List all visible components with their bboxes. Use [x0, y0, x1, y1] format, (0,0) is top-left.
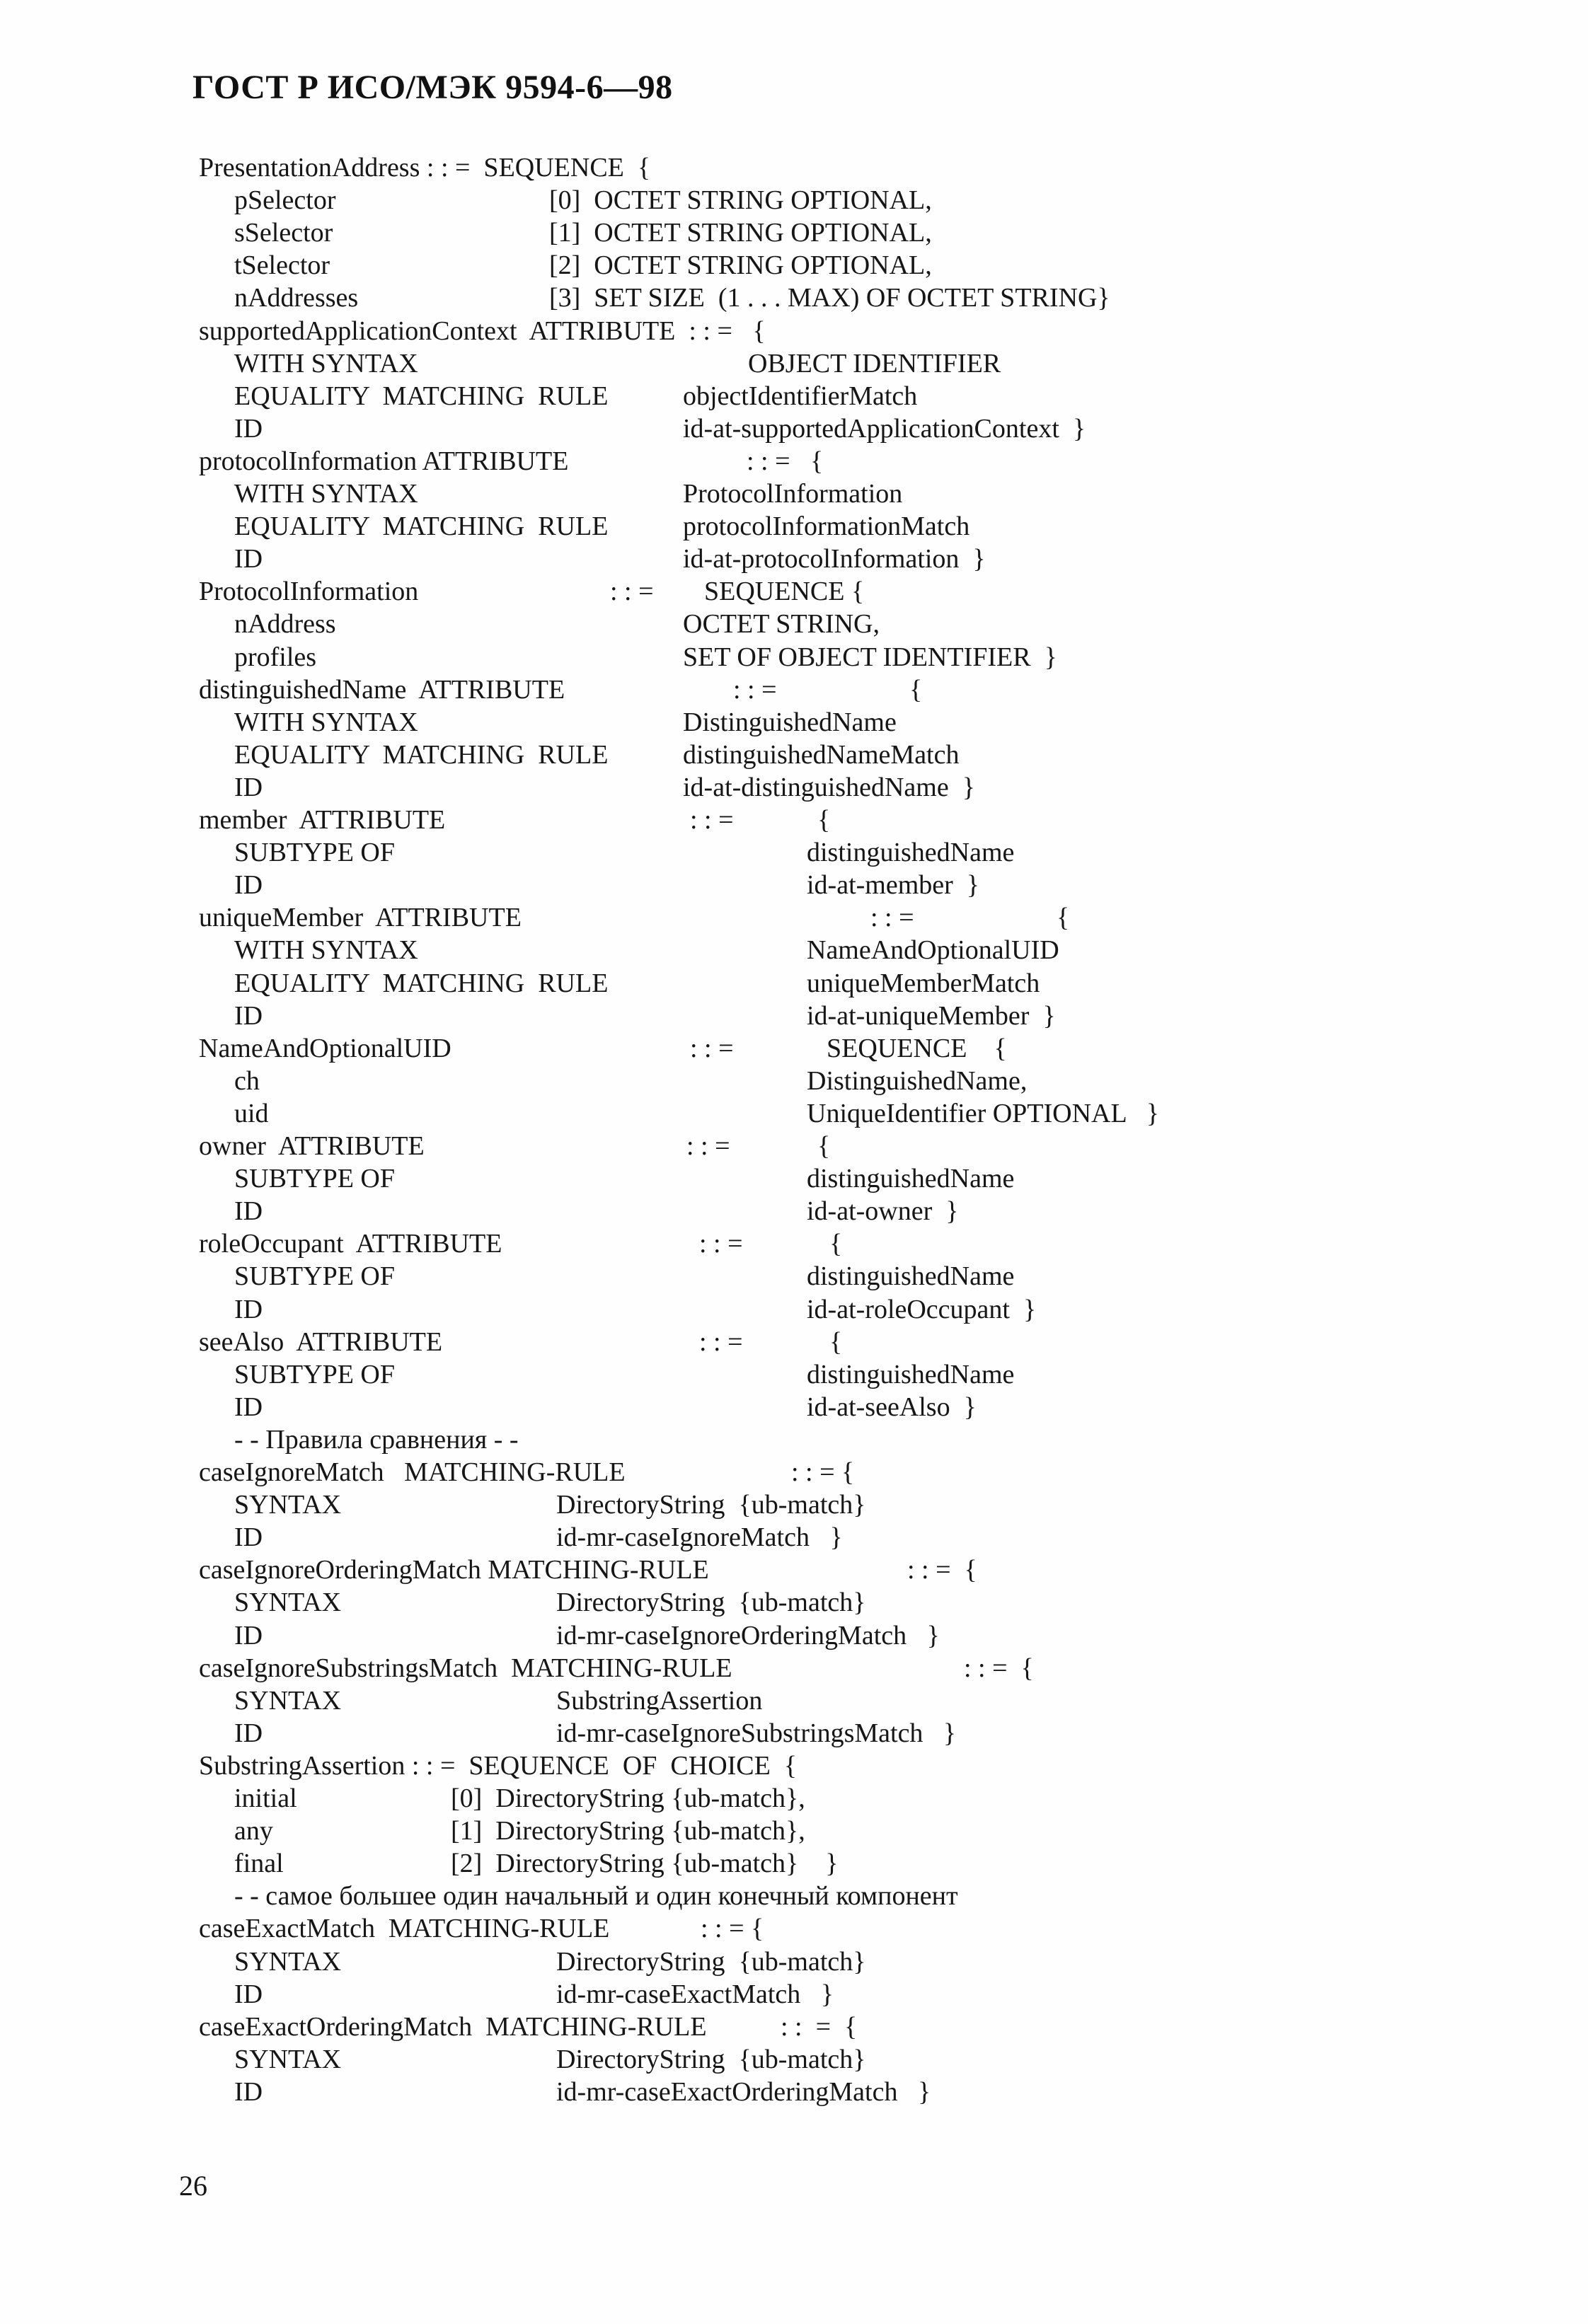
code-line-19-part-1: EQUALITY MATCHING RULE	[234, 739, 609, 770]
code-line-11-part-2: ProtocolInformation	[683, 479, 903, 509]
code-line-33-part-1: ID	[234, 1196, 263, 1227]
code-line-46-part-1: ID	[234, 1620, 263, 1650]
code-line-16-part-1: profiles	[234, 642, 317, 672]
code-line-4-part-1: tSelector	[234, 250, 330, 281]
code-line-55-part-1: caseExactMatch MATCHING-RULE	[199, 1914, 610, 1944]
code-line-3-part-2: [1] OCTET STRING OPTIONAL,	[549, 218, 932, 248]
code-line-31-part-2: : : =	[686, 1131, 730, 1161]
code-line-3-part-1: sSelector	[234, 218, 333, 248]
code-line-54-part-1: - - самое большее один начальный и один конечный компонент	[234, 1881, 958, 1912]
code-line-9-part-2: id-at-supportedApplicationContext }	[683, 413, 1086, 444]
code-line-41-part-1: caseIgnoreMatch MATCHING-RULE	[199, 1457, 626, 1487]
code-line-48-part-2: SubstringAssertion	[556, 1685, 763, 1716]
code-line-8-part-1: EQUALITY MATCHING RULE	[234, 381, 609, 411]
code-line-21-part-1: member ATTRIBUTE	[199, 805, 446, 835]
code-line-12-part-2: protocolInformationMatch	[683, 511, 970, 542]
code-line-2-part-2: [0] OCTET STRING OPTIONAL,	[549, 185, 932, 216]
code-line-6-part-1: supportedApplicationContext ATTRIBUTE : : = {	[199, 316, 766, 346]
code-line-23-part-2: id-at-member }	[807, 870, 980, 901]
code-line-58-part-2: : : = {	[781, 2011, 858, 2042]
code-line-32-part-2: distinguishedName	[807, 1164, 1015, 1194]
code-line-22-part-2: distinguishedName	[807, 838, 1015, 868]
code-line-13-part-2: id-at-protocolInformation }	[683, 544, 986, 574]
code-line-13-part-1: ID	[234, 544, 263, 574]
code-line-42-part-1: SYNTAX	[234, 1490, 342, 1520]
code-line-31-part-1: owner ATTRIBUTE	[199, 1131, 425, 1161]
code-line-32-part-1: SUBTYPE OF	[234, 1164, 395, 1194]
code-line-56-part-2: DirectoryString {ub-match}	[556, 1946, 866, 1977]
code-line-27-part-2: id-at-uniqueMember }	[807, 1000, 1056, 1031]
code-line-44-part-1: caseIgnoreOrderingMatch MATCHING-RULE	[199, 1555, 709, 1585]
code-line-22-part-1: SUBTYPE OF	[234, 838, 395, 868]
code-line-21-part-2: : : =	[690, 805, 734, 835]
code-line-14-part-1: ProtocolInformation	[199, 577, 419, 607]
code-line-5-part-2: [3] SET SIZE (1 . . . MAX) OF OCTET STRING}	[549, 283, 1110, 313]
code-line-35-part-1: SUBTYPE OF	[234, 1261, 395, 1292]
code-line-55-part-2: : : = {	[701, 1914, 764, 1944]
code-line-47-part-2: : : = {	[964, 1653, 1034, 1683]
code-line-53-part-2: [2] DirectoryString {ub-match} }	[451, 1849, 839, 1879]
code-line-52-part-2: [1] DirectoryString {ub-match},	[451, 1816, 805, 1846]
code-line-47-part-1: caseIgnoreSubstringsMatch MATCHING-RULE	[199, 1653, 732, 1683]
code-line-51-part-1: initial	[234, 1784, 297, 1813]
code-line-24-part-2: : : =	[870, 903, 914, 933]
code-line-25-part-1: WITH SYNTAX	[234, 935, 418, 966]
code-line-10-part-2: : : = {	[747, 446, 824, 476]
code-line-5-part-1: nAddresses	[234, 283, 359, 313]
code-line-38-part-2: distinguishedName	[807, 1359, 1015, 1389]
code-line-10-part-1: protocolInformation ATTRIBUTE	[199, 446, 569, 476]
code-line-8-part-2: objectIdentifierMatch	[683, 381, 918, 411]
code-line-53-part-1: final	[234, 1849, 284, 1879]
code-line-34-part-1: roleOccupant ATTRIBUTE	[199, 1229, 502, 1259]
code-line-17-part-1: distinguishedName ATTRIBUTE	[199, 674, 565, 705]
code-line-40-part-1: - - Правила сравнения - -	[234, 1424, 519, 1455]
code-line-24-part-1: uniqueMember ATTRIBUTE	[199, 903, 522, 933]
code-line-49-part-1: ID	[234, 1718, 263, 1748]
code-line-26-part-2: uniqueMemberMatch	[807, 968, 1040, 998]
code-line-43-part-2: id-mr-caseIgnoreMatch }	[556, 1522, 843, 1553]
page-number: 26	[179, 2170, 207, 2202]
code-line-28-part-3: SEQUENCE {	[827, 1033, 1007, 1063]
code-line-1-part-1: PresentationAddress : : = SEQUENCE {	[199, 153, 651, 183]
code-line-34-part-2: : : =	[699, 1229, 743, 1259]
code-line-21-part-3: {	[817, 805, 831, 835]
code-line-50-part-1: SubstringAssertion : : = SEQUENCE OF CHOICE {	[199, 1750, 798, 1781]
code-line-42-part-2: DirectoryString {ub-match}	[556, 1490, 866, 1520]
code-line-27-part-1: ID	[234, 1000, 263, 1031]
code-line-41-part-2: : : = {	[791, 1457, 855, 1487]
code-line-31-part-3: {	[817, 1131, 831, 1161]
code-line-18-part-2: DistinguishedName	[683, 707, 897, 737]
code-line-48-part-1: SYNTAX	[234, 1685, 342, 1716]
code-line-20-part-2: id-at-distinguishedName }	[683, 772, 975, 802]
code-line-18-part-1: WITH SYNTAX	[234, 707, 418, 737]
code-line-56-part-1: SYNTAX	[234, 1946, 342, 1977]
code-line-37-part-1: seeAlso ATTRIBUTE	[199, 1326, 443, 1357]
code-line-17-part-3: {	[909, 674, 923, 705]
code-line-15-part-2: OCTET STRING,	[683, 609, 880, 640]
code-line-29-part-2: DistinguishedName,	[807, 1065, 1028, 1096]
code-line-58-part-1: caseExactOrderingMatch MATCHING-RULE	[199, 2011, 707, 2042]
code-line-20-part-1: ID	[234, 772, 263, 802]
code-line-60-part-1: ID	[234, 2076, 263, 2107]
code-line-37-part-2: : : =	[699, 1326, 743, 1357]
code-line-57-part-2: id-mr-caseExactMatch }	[556, 1979, 834, 2009]
code-line-30-part-1: uid	[234, 1098, 269, 1128]
code-line-7-part-2: OBJECT IDENTIFIER	[748, 348, 1001, 378]
code-line-43-part-1: ID	[234, 1522, 263, 1553]
code-line-45-part-2: DirectoryString {ub-match}	[556, 1588, 866, 1618]
code-line-46-part-2: id-mr-caseIgnoreOrderingMatch }	[556, 1620, 940, 1650]
document-header: ГОСТ Р ИСО/МЭК 9594-6—98	[192, 69, 673, 106]
code-line-34-part-3: {	[829, 1229, 843, 1259]
code-line-15-part-1: nAddress	[234, 609, 336, 640]
code-line-11-part-1: WITH SYNTAX	[234, 479, 418, 509]
code-line-7-part-1: WITH SYNTAX	[234, 348, 418, 378]
code-line-60-part-2: id-mr-caseExactOrderingMatch }	[556, 2076, 931, 2107]
code-line-24-part-3: {	[1057, 903, 1070, 933]
code-line-14-part-3: SEQUENCE {	[704, 577, 865, 607]
code-line-49-part-2: id-mr-caseIgnoreSubstringsMatch }	[556, 1718, 957, 1748]
code-line-29-part-1: ch	[234, 1065, 260, 1096]
code-line-59-part-2: DirectoryString {ub-match}	[556, 2044, 866, 2074]
code-line-12-part-1: EQUALITY MATCHING RULE	[234, 511, 609, 542]
code-line-36-part-2: id-at-roleOccupant }	[807, 1294, 1037, 1324]
code-line-52-part-1: any	[234, 1816, 273, 1846]
code-line-30-part-2: UniqueIdentifier OPTIONAL }	[807, 1098, 1160, 1128]
code-line-17-part-2: : : =	[733, 674, 777, 705]
code-line-28-part-2: : : =	[690, 1033, 734, 1063]
code-line-26-part-1: EQUALITY MATCHING RULE	[234, 968, 609, 998]
code-line-45-part-1: SYNTAX	[234, 1588, 342, 1618]
code-line-23-part-1: ID	[234, 870, 263, 901]
code-line-39-part-2: id-at-seeAlso }	[807, 1392, 977, 1422]
code-line-44-part-2: : : = {	[907, 1555, 977, 1585]
code-line-51-part-2: [0] DirectoryString {ub-match},	[451, 1784, 805, 1813]
code-line-14-part-2: : : =	[610, 577, 654, 607]
code-line-25-part-2: NameAndOptionalUID	[807, 935, 1059, 966]
code-line-57-part-1: ID	[234, 1979, 263, 2009]
code-line-36-part-1: ID	[234, 1294, 263, 1324]
code-line-9-part-1: ID	[234, 413, 263, 444]
code-line-2-part-1: pSelector	[234, 185, 336, 216]
code-line-35-part-2: distinguishedName	[807, 1261, 1015, 1292]
code-line-19-part-2: distinguishedNameMatch	[683, 739, 960, 770]
code-line-33-part-2: id-at-owner }	[807, 1196, 959, 1227]
code-line-38-part-1: SUBTYPE OF	[234, 1359, 395, 1389]
code-line-28-part-1: NameAndOptionalUID	[199, 1033, 451, 1063]
code-line-4-part-2: [2] OCTET STRING OPTIONAL,	[549, 250, 932, 281]
code-line-16-part-2: SET OF OBJECT IDENTIFIER }	[683, 642, 1057, 672]
code-line-37-part-3: {	[829, 1326, 843, 1357]
code-line-39-part-1: ID	[234, 1392, 263, 1422]
code-line-59-part-1: SYNTAX	[234, 2044, 342, 2074]
